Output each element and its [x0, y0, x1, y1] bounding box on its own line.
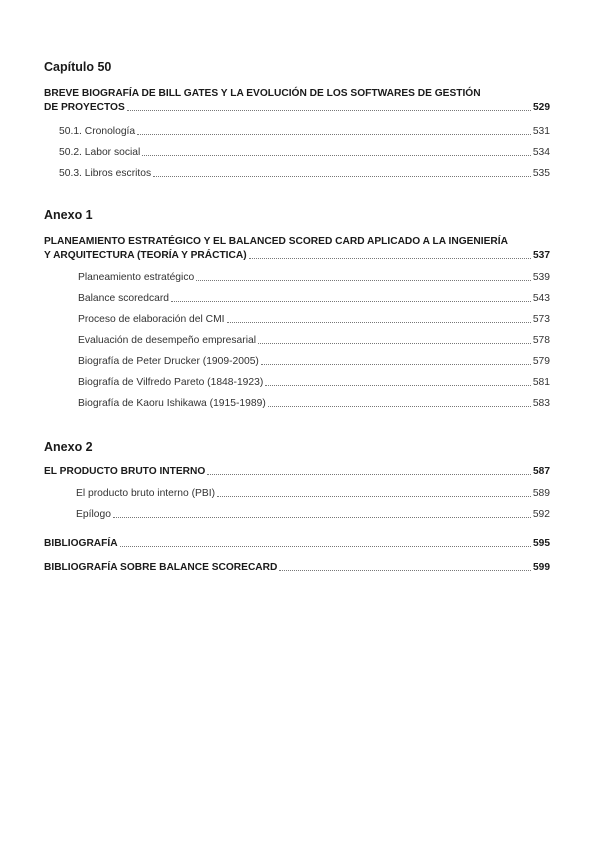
toc-entry [78, 377, 550, 388]
leader-dots [258, 342, 531, 344]
page-number: 589 [532, 488, 550, 499]
bibliography-entry [44, 562, 550, 573]
leader-dots [261, 363, 531, 365]
toc-entry [59, 147, 550, 158]
toc-entry [59, 168, 550, 179]
bibliography-entry [44, 538, 550, 549]
page-number: 578 [532, 335, 550, 346]
toc-entry [78, 335, 550, 346]
main-entry [44, 466, 550, 477]
leader-dots [227, 321, 531, 323]
toc-entry-label: Balance scoredcard [78, 293, 170, 304]
leader-dots [137, 133, 531, 135]
toc-entry [78, 293, 550, 304]
main-entry-label: EL PRODUCTO BRUTO INTERNO [44, 466, 206, 477]
bibliography-label: BIBLIOGRAFÍA [44, 538, 118, 549]
leader-dots [265, 384, 531, 386]
page-number: 592 [532, 509, 550, 520]
toc-entry-label: 50.2. Labor social [59, 147, 141, 158]
main-entry [44, 102, 550, 113]
page-number: 539 [532, 272, 550, 283]
page-number: 595 [533, 538, 550, 549]
page-number: 535 [532, 168, 550, 179]
leader-dots [127, 109, 531, 111]
page-number: 583 [532, 398, 550, 409]
page-number: 534 [532, 147, 550, 158]
toc-entry-label: El producto bruto interno (PBI) [76, 488, 216, 499]
leader-dots [113, 516, 531, 518]
leader-dots [217, 495, 531, 497]
page-number: 531 [532, 126, 550, 137]
main-entry-line1: PLANEAMIENTO ESTRATÉGICO Y EL BALANCED SCORED CARD APLICADO A LA INGENIERÍA [44, 236, 508, 247]
leader-dots [268, 405, 531, 407]
section-title: Capítulo 50 [44, 60, 112, 74]
section-title: Anexo 2 [44, 440, 93, 454]
bibliography-label: BIBLIOGRAFÍA SOBRE BALANCE SCORECARD [44, 562, 278, 573]
toc-entry-label: 50.3. Libros escritos [59, 168, 152, 179]
main-entry [44, 250, 550, 261]
page-number: 579 [532, 356, 550, 367]
page-number: 543 [532, 293, 550, 304]
toc-entry [59, 126, 550, 137]
main-entry-label: Y ARQUITECTURA (TEORÍA Y PRÁCTICA) [44, 250, 247, 261]
page-number: 573 [532, 314, 550, 325]
toc-entry-label: Biografía de Kaoru Ishikawa (1915-1989) [78, 398, 266, 409]
toc-entry-label: 50.1. Cronología [59, 126, 136, 137]
toc-entry-label: Epílogo [76, 509, 111, 520]
leader-dots [142, 154, 531, 156]
page-number: 537 [533, 250, 550, 261]
main-entry-line1: BREVE BIOGRAFÍA DE BILL GATES Y LA EVOLUCIÓN DE LOS SOFTWARES DE GESTIÓN [44, 88, 481, 99]
leader-dots [279, 569, 531, 571]
leader-dots [171, 300, 531, 302]
page-number: 587 [533, 466, 550, 477]
toc-entry [76, 509, 550, 520]
toc-entry-label: Biografía de Vilfredo Pareto (1848-1923) [78, 377, 264, 388]
toc-entry-label: Proceso de elaboración del CMI [78, 314, 225, 325]
page-number: 529 [533, 102, 550, 113]
toc-entry [78, 272, 550, 283]
page-number: 599 [533, 562, 550, 573]
toc-entry [78, 314, 550, 325]
section-title: Anexo 1 [44, 208, 93, 222]
leader-dots [249, 257, 531, 259]
leader-dots [120, 545, 531, 547]
toc-entry [78, 356, 550, 367]
main-entry-label: DE PROYECTOS [44, 102, 125, 113]
toc-entry-label: Planeamiento estratégico [78, 272, 195, 283]
toc-entry [78, 398, 550, 409]
leader-dots [196, 279, 531, 281]
toc-entry-label: Biografía de Peter Drucker (1909-2005) [78, 356, 259, 367]
page-number: 581 [532, 377, 550, 388]
leader-dots [207, 473, 531, 475]
toc-entry-label: Evaluación de desempeño empresarial [78, 335, 257, 346]
toc-entry [76, 488, 550, 499]
leader-dots [153, 175, 531, 177]
